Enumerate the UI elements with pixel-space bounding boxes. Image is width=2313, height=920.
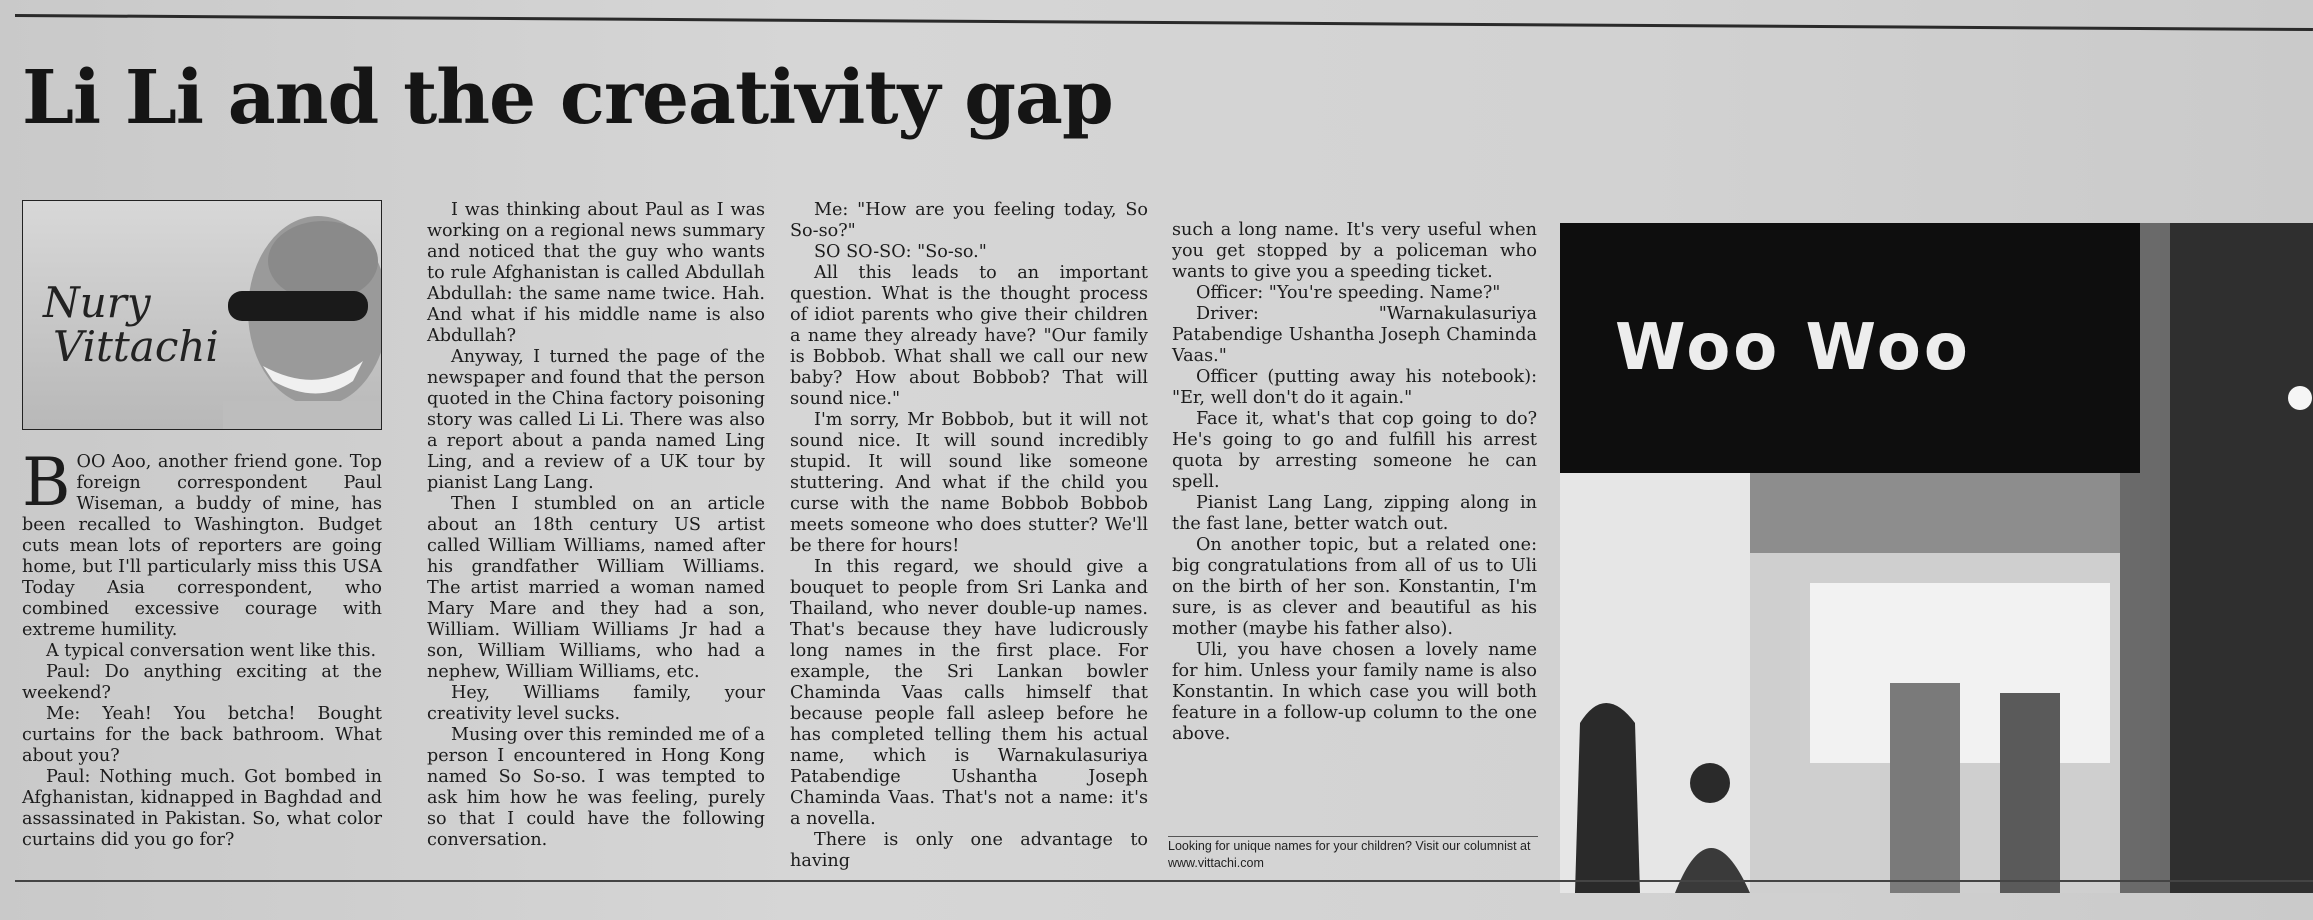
author-photo <box>223 201 382 429</box>
paragraph: Anyway, I turned the page of the newspaper and found that the person quoted in the China factory poisoning story was called Li Li. There was also a report about a panda named Ling Ling, and a review of a UK tour by pianist Lang Lang. <box>427 347 765 493</box>
paragraph: On another topic, but a related one: big congratulations from all of us to Uli on the birth of her son. Konstantin, I'm sure, is as clever and beautiful as his mother (maybe his father also). <box>1172 535 1537 639</box>
headline: Li Li and the creativity gap <box>22 55 1113 141</box>
paragraph: A typical conversation went like this. <box>46 641 377 661</box>
drop-cap: B <box>22 444 71 521</box>
column-4 <box>1172 220 1537 745</box>
paragraph: I was thinking about Paul as I was working on a regional news summary and noticed that the guy who wants to rule Afghanistan is called Abdullah Abdullah: the same name twice. Hah. And what if his middle name is also Abdullah? <box>427 200 765 346</box>
paragraph: Officer (putting away his notebook): "Er, well don't do it again." <box>1172 367 1537 408</box>
paragraph: There is only one advantage to having <box>790 830 1148 871</box>
paragraph: Officer: "You're speeding. Name?" <box>1196 283 1501 303</box>
shop-sign <box>1560 223 2140 473</box>
paragraph: Pianist Lang Lang, zipping along in the fast lane, better watch out. <box>1172 493 1537 534</box>
paragraph: Driver: "Warnakulasuriya Patabendige Ushantha Joseph Chaminda Vaas." <box>1172 304 1537 366</box>
footnote: Looking for unique names for your children? Visit our columnist at www.vittachi.com <box>1168 839 1531 870</box>
paragraph: Face it, what's that cop going to do? He's going to go and fulfill his arrest quota by arresting someone he can spell. <box>1172 409 1537 492</box>
author-first-name: Nury <box>43 278 151 327</box>
store-photo <box>1560 223 2313 893</box>
author-name <box>43 278 219 371</box>
bottom-rule <box>15 880 2313 882</box>
paragraph: Me: "How are you feeling today, So So-so?" <box>790 200 1148 241</box>
paragraph: Musing over this reminded me of a person I encountered in Hong Kong named So So-so. I was tempted to ask him how he was feeling, purely so that I could have the following conversation. <box>427 725 765 850</box>
paragraph: such a long name. It's very useful when you get stopped by a policeman who wants to give you a speeding ticket. <box>1172 220 1537 282</box>
paragraph: Me: Yeah! You betcha! Bought curtains for the back bathroom. What about you? <box>22 704 382 766</box>
paragraph: SO SO-SO: "So-so." <box>814 242 987 262</box>
paragraph: Uli, you have chosen a lovely name for him. Unless your family name is also Konstantin. In which case you will both feature in a follow-up column to the one above. <box>1172 640 1537 744</box>
top-rule <box>15 14 2313 31</box>
paragraph: All this leads to an important question. What is the thought process of idiot parents who give their children a name they already have? "Our family is Bobbob. What shall we call our new baby? How about Bobbob? That will sound nice." <box>790 263 1148 409</box>
paragraph-text: OO Aoo, another friend gone. Top foreign correspondent Paul Wiseman, a buddy of mine, has been recalled to Washington. Budget cuts mean lots of reporters are going home, but I'll particularly miss this USA Today Asia correspondent, who combined excessive courage with extreme humility. <box>22 452 382 640</box>
paragraph: Hey, Williams family, your creativity level sucks. <box>427 683 765 724</box>
paragraph: I'm sorry, Mr Bobbob, but it will not sound nice. It will sound incredibly stupid. It will sound like someone stuttering. And what if the child you curse with the name Bobbob Bobbob meets someone who does stutter? We'll be there for hours! <box>790 410 1148 556</box>
paragraph: Then I stumbled on an article about an 18th century US artist called William Williams, named after his grandfather William Williams. The artist married a woman named Mary Mare and they had a son, William. William Williams Jr had a son, William Williams, who had a nephew, William Williams, etc. <box>427 494 765 682</box>
paragraph: In this regard, we should give a bouquet to people from Sri Lanka and Thailand, who never double-up names. That's because they have ludicrously long names in the first place. For example, the Sri Lankan bowler Chaminda Vaas calls himself that because people fall asleep before he has completed telling them his actual name, which is Warnakulasuriya Patabendige Ushantha Joseph Chaminda Vaas. That's not a name: it's a novella. <box>790 557 1148 829</box>
column-2 <box>427 200 765 851</box>
shop-sign-text: Woo Woo <box>1615 311 1971 385</box>
paragraph: Paul: Do anything exciting at the weekend? <box>22 662 382 703</box>
footnote-rule <box>1168 836 1538 837</box>
author-last-name: Vittachi <box>53 322 219 371</box>
column-3 <box>790 200 1148 872</box>
author-portrait <box>22 200 382 430</box>
column-1 <box>22 444 382 851</box>
paragraph <box>22 444 382 641</box>
paragraph: Paul: Nothing much. Got bombed in Afghanistan, kidnapped in Baghdad and assassinated in Pakistan. So, what color curtains did you go for? <box>22 767 382 850</box>
